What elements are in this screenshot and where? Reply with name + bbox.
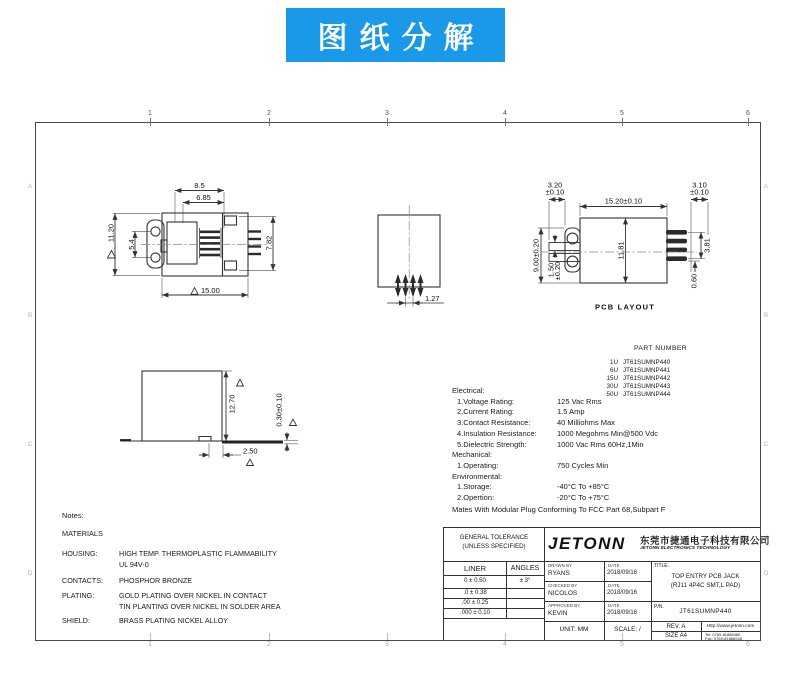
title-label: TITLE.: [654, 563, 670, 569]
zone-number-top: 3: [385, 110, 389, 117]
pn-value: JT61SUMNP440: [679, 608, 732, 615]
drawn-date: 2018/09/16: [607, 570, 638, 576]
zone-number-bottom: 2: [267, 641, 271, 648]
zone-tick: [150, 633, 151, 640]
datum-triangle: [191, 288, 198, 295]
approved-by-label: APPROVED BY: [548, 603, 581, 608]
angles-header: ANGLES: [510, 564, 540, 572]
title-block: [443, 527, 771, 641]
fcc-compliance-note: Mates With Modular Plug Conforming To FCC Part 68,Subpart F: [452, 504, 666, 514]
dim-9-00: 9.00±0.20: [531, 238, 541, 273]
datum-triangle: [108, 251, 116, 259]
pn-label: P/N.: [654, 604, 664, 610]
profile-view-drawing: [365, 195, 480, 320]
zone-letter-right: A: [763, 183, 769, 190]
dim-5-4: 5.4: [127, 239, 136, 250]
material-value: GOLD PLATING OVER NICKEL IN CONTACT TIN PLANTING OVER NICKEL IN SOLDER AREA: [119, 590, 281, 611]
general-tolerance-line2: (UNLESS SPECIFIED): [462, 543, 526, 550]
checked-date: 2018/09/16: [607, 590, 638, 596]
front-extension-lines: [113, 192, 276, 298]
checked-by-name: NICOLOS: [548, 590, 578, 597]
zone-letter-right: C: [763, 441, 769, 448]
dim-0-30: 0.30±0.10: [274, 393, 284, 427]
fax-value: Fax: 0769-81888948: [705, 635, 742, 641]
zone-letter-right: B: [763, 312, 769, 319]
spec-row: 1.Operating: 750 Cycles Min: [457, 460, 609, 470]
jetonn-logo: JETONN: [548, 534, 626, 553]
zone-number-bottom: 3: [385, 641, 389, 648]
tolerance-liner-value: 0 ± 0.50: [464, 578, 486, 584]
front-side-pins: [248, 232, 261, 255]
zone-tick: [387, 633, 388, 640]
dim-1-27: 1.27: [425, 294, 440, 303]
notes-block: [62, 511, 392, 626]
drawing-title-line2: (RJ11 4P4C SMT,L PAD): [670, 581, 741, 589]
drawn-by-name: RYANS: [548, 570, 570, 577]
side-body-outline: [121, 371, 222, 441]
datum-triangle: [237, 380, 244, 387]
dim-3-81: 3.81: [702, 238, 712, 253]
dim-8-5: 8.5: [194, 181, 205, 190]
dim-12-70: 12.70: [227, 394, 237, 414]
side-view-drawing: [115, 355, 310, 480]
dim-2-50: 2.50: [243, 446, 258, 456]
approved-date: 2018/09/16: [607, 610, 638, 616]
dim-3-10: 3.10: [692, 180, 707, 190]
pcb-layout-drawing: [525, 178, 735, 318]
notes-title: Notes:: [62, 511, 84, 520]
zone-tick: [505, 118, 506, 126]
material-row: HOUSING: HIGH TEMP. THERMOPLASTIC FLAMMABILITY UL 94V-0: [62, 549, 277, 569]
scale-value: SCALE: /: [614, 626, 641, 633]
dim-1-50-tol: ±0.20: [553, 261, 562, 281]
zone-letter-left: D: [27, 570, 33, 577]
liner-header: LINER: [463, 564, 487, 573]
spec-row: 4.Insulation Resistance: 1000 Megohms Min@500 Vdc: [457, 428, 659, 438]
zone-number-bottom: 5: [620, 641, 624, 648]
dim-15-20: 15.20±0.10: [604, 196, 643, 206]
zone-letter-left: B: [27, 312, 33, 319]
general-tolerance-line1: GENERAL TOLERANCE: [459, 534, 529, 541]
datum-triangle: [290, 419, 297, 425]
zone-tick: [269, 118, 270, 126]
page-banner: [286, 8, 505, 62]
part-number-row: 50U JT61SUMNP444: [606, 391, 671, 399]
dim-3-20-tol: ±0.10: [545, 187, 565, 197]
dim-15-00: 15.00: [201, 286, 220, 295]
zone-number-bottom: 1: [148, 641, 152, 648]
spec-row: 1.Storage: -40°C To +85°C: [457, 482, 610, 492]
tolerance-liner-value: .0 ± 0.38: [463, 589, 487, 596]
spec-row: 2.Opertion: -20°C To +75°C: [457, 493, 610, 503]
part-number-row: 6U JT61SUMNP441: [609, 367, 671, 375]
dim-3-20: 3.20: [547, 180, 563, 190]
tolerance-liner-value: .00 ± 0.25: [461, 599, 489, 606]
material-row: CONTACTS: PHOSPHOR BRONZE: [62, 576, 193, 585]
unit-value: UNIT: MM: [559, 626, 589, 633]
pcb-body-outline: [546, 218, 667, 283]
drawing-title-line1: TOP ENTRY PCB JACK: [671, 573, 740, 580]
zone-tick: [387, 118, 388, 126]
dim-7-82: 7.82: [264, 235, 274, 251]
electrical-heading: Electrical:: [452, 386, 485, 395]
banner-title: 图纸分解: [317, 22, 486, 55]
material-row: SHIELD: BRASS PLATING NICKEL ALLOY: [62, 616, 229, 625]
zone-number-top: 5: [620, 110, 624, 117]
material-value: PHOSPHOR BRONZE: [119, 576, 193, 585]
spec-row: 3.Contact Resistance: 40 Milliohms Max: [457, 418, 615, 428]
zone-number-top: 2: [267, 110, 271, 117]
dim-11-20: 11.20: [106, 223, 116, 243]
mechanical-heading: Mechanical:: [452, 450, 493, 460]
part-number-row: 30U JT61SUMNP443: [606, 383, 671, 391]
dim-0-60: 0.60: [689, 273, 699, 289]
zone-number-top: 4: [503, 110, 507, 117]
specifications-block: [452, 386, 752, 515]
datum-triangle: [247, 459, 254, 465]
materials-heading: MATERIALS: [62, 529, 103, 538]
website: Http://www.jetonn.com: [706, 624, 755, 629]
pcb-pads: [666, 230, 687, 261]
company-name-cn: 东莞市捷通电子科技有限公司: [640, 536, 771, 547]
dim-1-50: 1.50: [546, 262, 556, 278]
zone-number-bottom: 4: [503, 641, 507, 648]
zone-tick: [269, 633, 270, 640]
size-value: SIZE A4: [664, 632, 687, 639]
zone-number-bottom: 6: [746, 641, 750, 648]
material-row: PLATING: GOLD PLATING OVER NICKEL IN CONTACT TIN PLANTING OVER NICKEL IN SOLDER AREA: [62, 590, 281, 611]
company-name-en: JETONN ELECTRONICS TECHNOLOGY: [640, 546, 731, 551]
part-number-row: 15U JT61SUMNP442: [606, 375, 671, 383]
tolerance-angle-value: ± 3°: [519, 578, 531, 584]
rev-value: REV. A: [666, 623, 686, 630]
material-value: BRASS PLATING NICKEL ALLOY: [119, 616, 229, 625]
pcb-layout-label: PCB LAYOUT: [594, 302, 656, 312]
front-contact-pins: [200, 231, 220, 257]
zone-number-top: 6: [746, 110, 750, 117]
material-value: HIGH TEMP. THERMOPLASTIC FLAMMABILITY UL 94V-0: [119, 549, 277, 569]
date-label: DATE: [608, 603, 620, 608]
date-label: DATE: [608, 563, 620, 568]
checked-by-label: CHECKED BY: [548, 583, 578, 588]
environmental-heading: Environmental:: [452, 471, 503, 481]
spec-row: 1.Voltage Rating: 125 Vac Rms: [457, 396, 602, 406]
dim-11-81: 11.81: [616, 241, 626, 260]
part-number-row: 1U JT61SUMNP440: [609, 359, 671, 366]
part-number-title: PART NUMBER: [634, 345, 688, 352]
spec-row: 2.Current Rating: 1.5 Amp: [457, 407, 585, 417]
dim-3-10-tol: ±0.10: [690, 187, 709, 197]
dim-6-85: 6.85: [196, 193, 211, 202]
drawn-by-label: DRAWN BY: [548, 563, 573, 568]
tel-value: Tel: 0769-81888480: [705, 631, 741, 637]
zone-letter-left: A: [27, 183, 33, 190]
date-label: DATE: [608, 583, 620, 588]
tolerance-liner-value: .000 ± 0.10: [460, 609, 490, 616]
zone-tick: [622, 118, 623, 126]
approved-by-name: KEVIN: [548, 610, 568, 617]
zone-tick: [748, 118, 749, 126]
zone-number-top: 1: [148, 110, 152, 117]
zone-tick: [150, 118, 151, 126]
zone-letter-right: D: [763, 570, 769, 577]
front-view-drawing: [95, 165, 325, 330]
zone-letter-left: C: [27, 441, 33, 448]
spec-row: 5.Dielectric Strength: 1000 Vac Rms 60Hz,1Min: [457, 439, 644, 449]
